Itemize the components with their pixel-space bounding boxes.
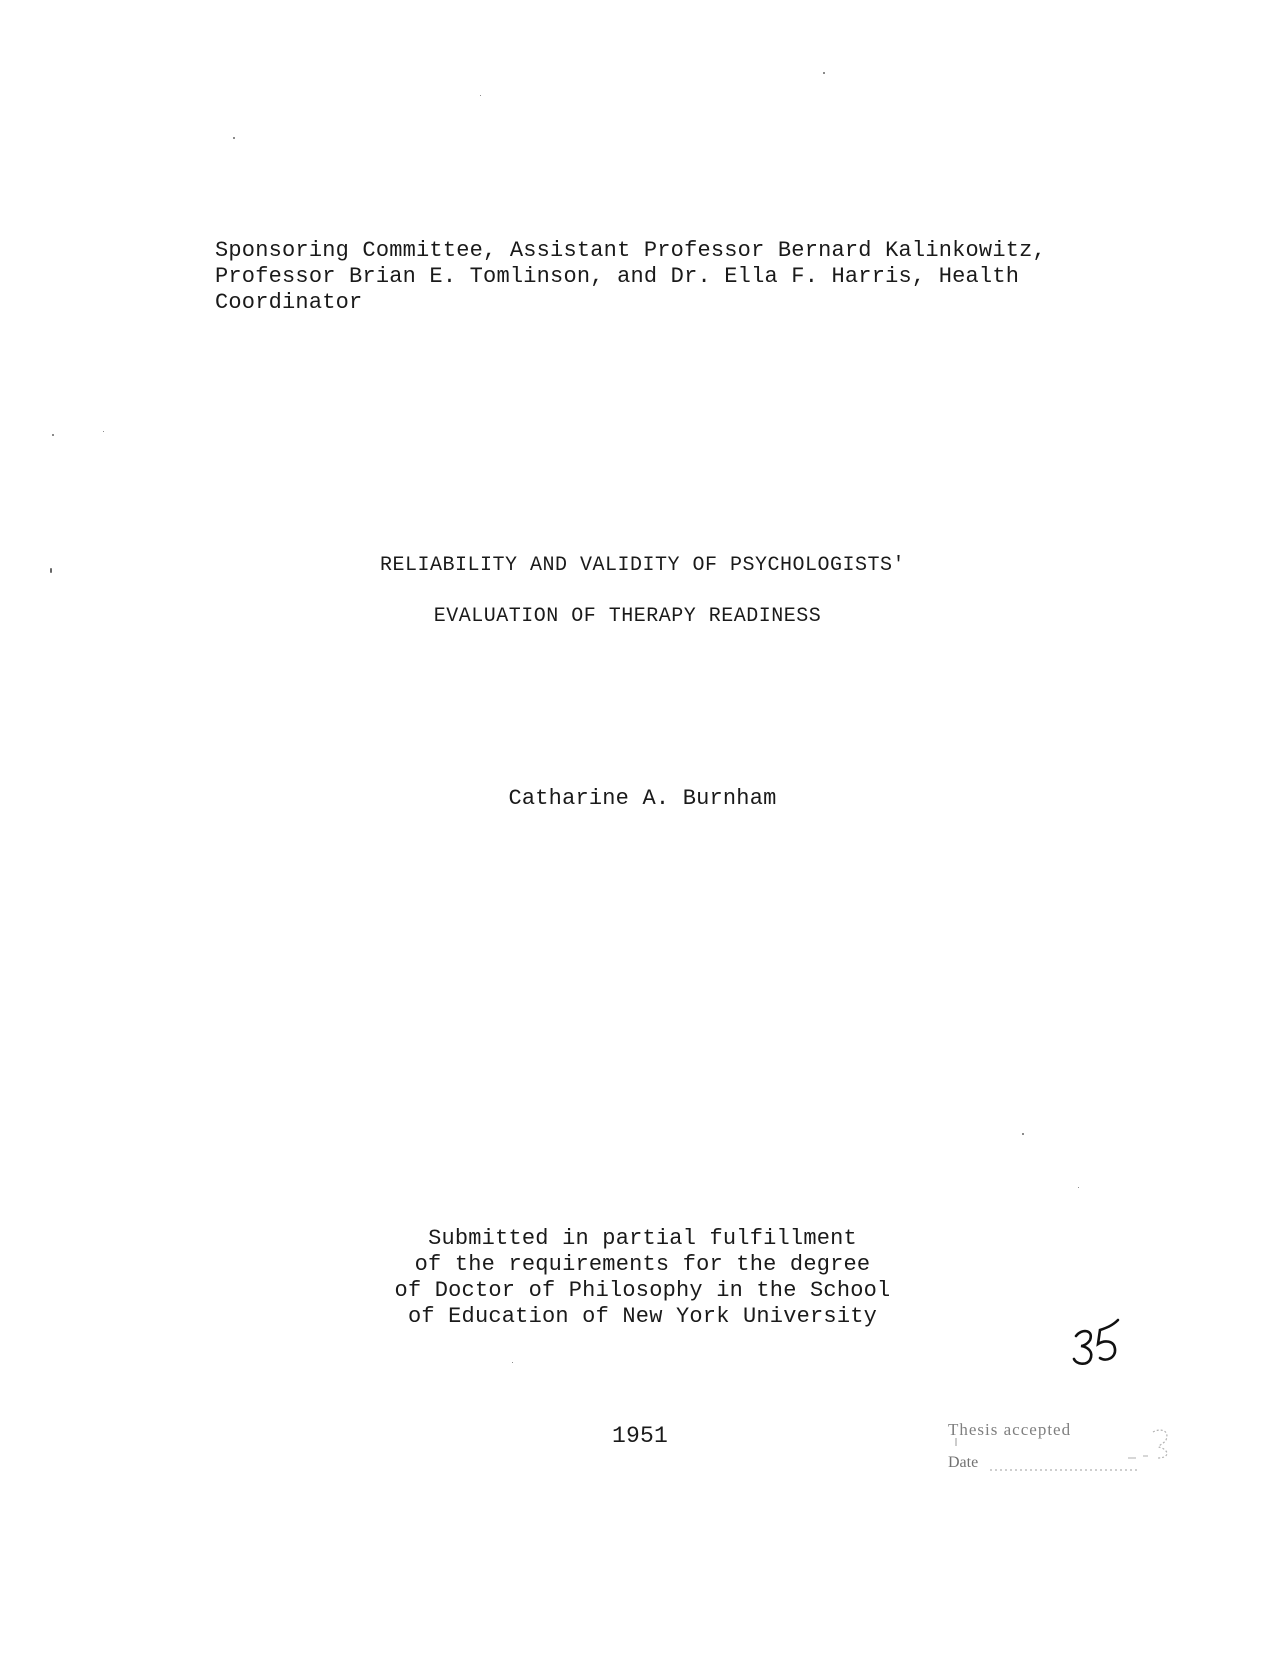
committee-line-2: Professor Brian E. Tomlinson, and Dr. Ella F. Harris, Health [215, 264, 1020, 289]
committee-line-3: Coordinator [215, 290, 363, 315]
thesis-year: 1951 [612, 1423, 669, 1449]
scan-speck [823, 72, 825, 74]
scan-speck [480, 95, 481, 96]
acceptance-stamp [948, 1418, 1193, 1486]
author-name: Catharine A. Burnham [508, 786, 777, 811]
submission-line-4: of Education of New York University [407, 1304, 878, 1329]
scan-speck [233, 137, 235, 139]
scan-speck [52, 434, 54, 436]
handwritten-number-35 [1070, 1318, 1130, 1378]
thesis-title-line-2: EVALUATION OF THERAPY READINESS [433, 605, 822, 628]
scan-speck [1022, 1133, 1024, 1135]
scan-speck [512, 1362, 513, 1363]
submission-statement [0, 1226, 1285, 1330]
sponsoring-committee [215, 238, 1046, 316]
committee-line-1: Sponsoring Committee, Assistant Professor Bernard Kalinkowitz, [215, 238, 1046, 263]
submission-line-2: of the requirements for the degree [414, 1252, 871, 1277]
submission-line-1: Submitted in partial fulfillment [428, 1226, 857, 1251]
stamp-dotted-marks [948, 1418, 1193, 1486]
thesis-title-line-1: RELIABILITY AND VALIDITY OF PSYCHOLOGISTS' [379, 554, 906, 577]
stamp-line-2: Date [948, 1454, 979, 1471]
scan-speck [103, 431, 104, 432]
submission-line-3: of Doctor of Philosophy in the School [394, 1278, 891, 1303]
stamp-line-1: Thesis accepted [948, 1420, 1072, 1439]
scan-speck [1078, 1187, 1079, 1188]
